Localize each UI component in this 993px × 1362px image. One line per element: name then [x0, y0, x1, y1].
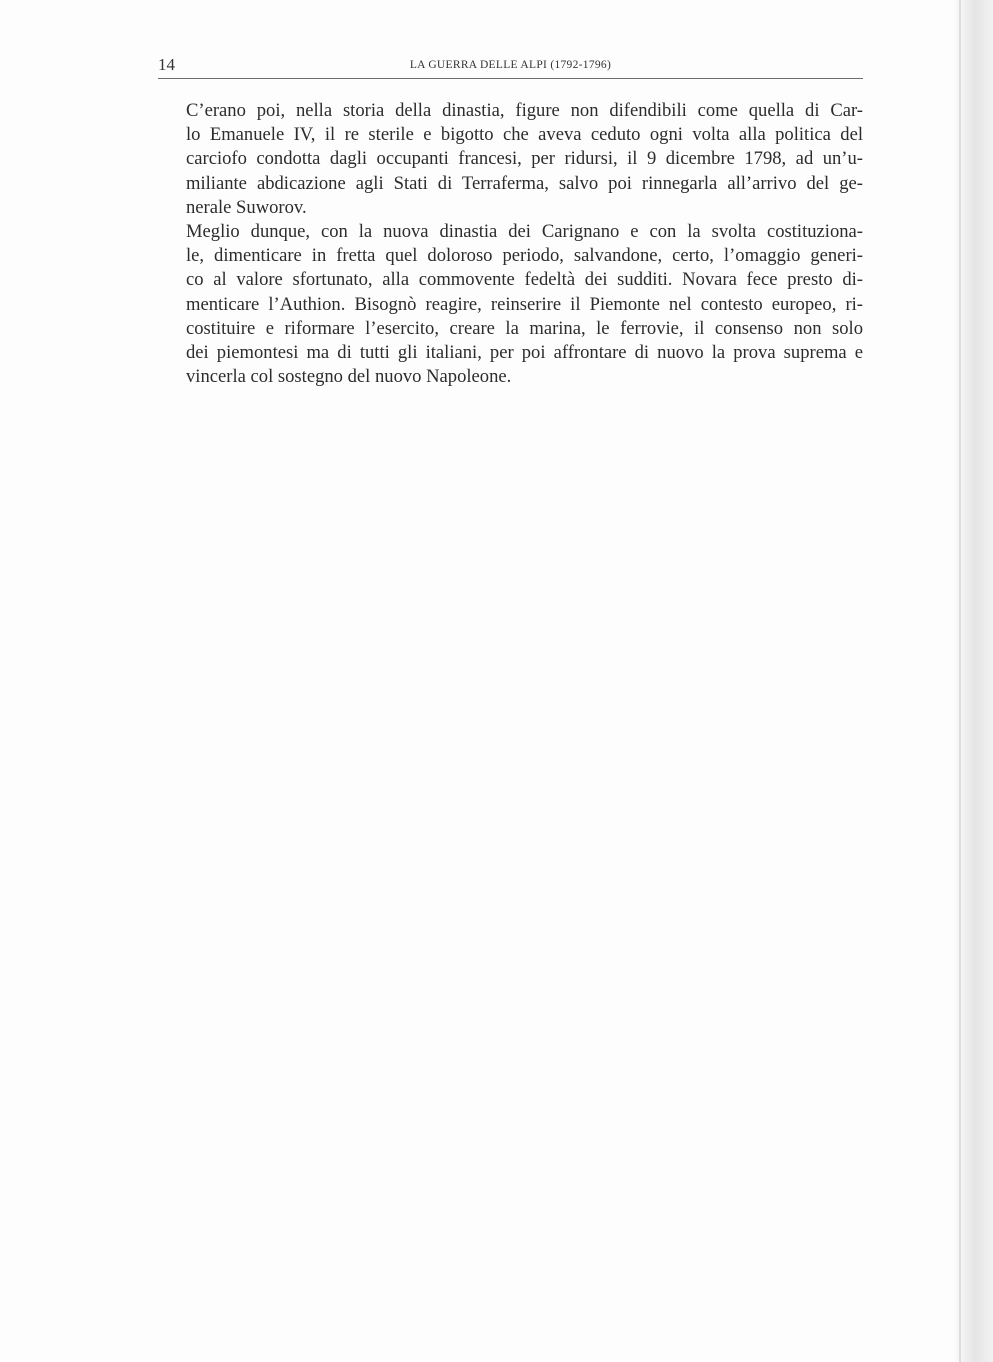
page-number: 14 [158, 55, 175, 74]
text-line: Meglio dunque, con la nuova dinastia dei Carignano e con la svolta costituziona- [186, 221, 863, 243]
paragraph-2 [158, 220, 863, 389]
text-line: miliante abdicazione agli Stati di Terraferma, salvo poi rinnegarla all’arrivo del ge- [186, 172, 863, 194]
text-line: costituire e riformare l’esercito, creare la marina, le ferrovie, il consenso non solo [186, 317, 863, 339]
header-rule [158, 78, 863, 79]
text-line: nerale Suworov. [186, 196, 307, 218]
text-line: co al valore sfortunato, alla commovente fedeltà dei sudditi. Novara fece presto di- [186, 269, 863, 291]
text-line: carciofo condotta dagli occupanti francesi, per ridursi, il 9 dicembre 1798, ad un’u- [186, 148, 863, 170]
running-header [158, 54, 863, 76]
text-line: lo Emanuele IV, il re sterile e bigotto che aveva ceduto ogni volta alla politica del [186, 124, 863, 146]
page-edge-line [959, 0, 961, 1362]
text-line: menticare l’Authion. Bisognò reagire, reinserire il Piemonte nel contesto europeo, ri- [186, 293, 863, 315]
text-line: C’erano poi, nella storia della dinastia, figure non difendibili come quella di Car- [186, 100, 863, 121]
text-line: le, dimenticare in fretta quel doloroso periodo, salvandone, certo, l’omaggio generi- [186, 245, 863, 267]
paragraph-1 [158, 99, 863, 220]
running-title: LA GUERRA DELLE ALPI (1792-1796) [409, 59, 612, 71]
body-text [158, 99, 863, 389]
text-line: vincerla col sostegno del nuovo Napoleone. [186, 366, 512, 388]
text-line: dei piemontesi ma di tutti gli italiani, per poi affrontare di nuovo la prova suprema e [186, 342, 863, 364]
